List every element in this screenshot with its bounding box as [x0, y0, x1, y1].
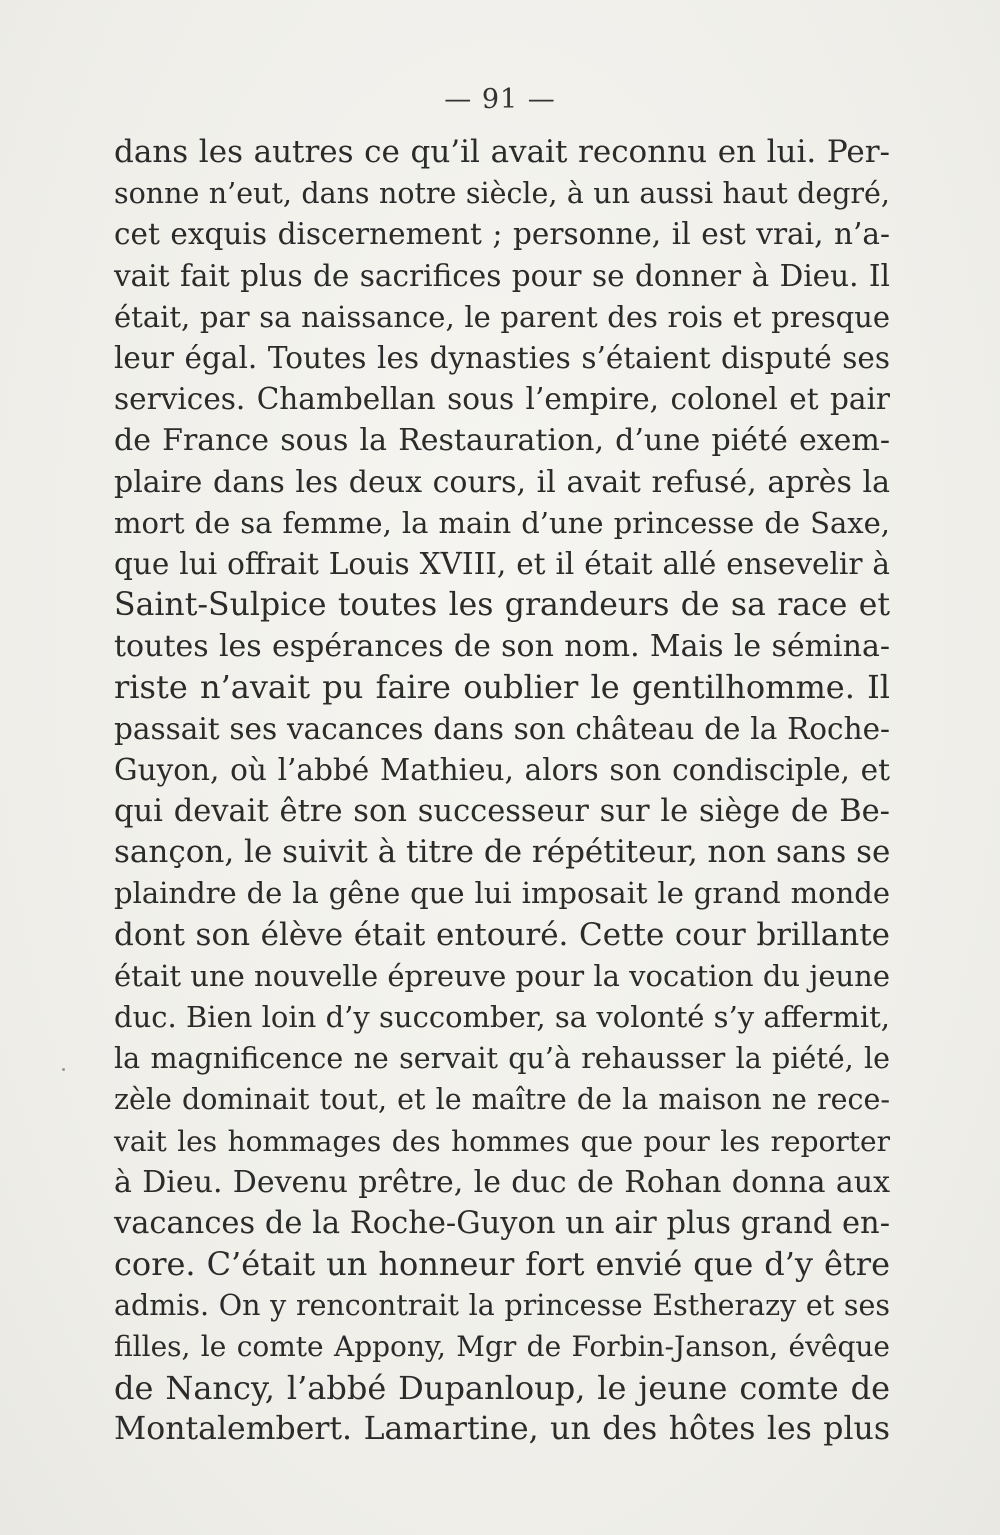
text-line: plaindre de la gêne que lui imposait le grand monde: [114, 876, 890, 911]
text-line: plaire dans les deux cours, il avait refusé, après la: [114, 464, 890, 500]
text-line: que lui offrait Louis XVIII, et il était allé ensevelir à: [114, 546, 890, 581]
text-line: passait ses vacances dans son château de la Roche-: [114, 711, 890, 746]
text-line: dans les autres ce qu’il avait reconnu en lui. Per-: [114, 134, 890, 170]
text-line: était une nouvelle épreuve pour la vocation du jeune: [114, 958, 890, 993]
text-line: vait les hommages des hommes que pour les reporter: [114, 1124, 890, 1158]
text-line: la magnificence ne servait qu’à rehausser la piété, le: [114, 1042, 890, 1076]
text-line: qui devait être son successeur sur le siège de Be-: [114, 794, 890, 829]
text-line: toutes les espérances de son nom. Mais le sémina-: [114, 629, 890, 665]
text-line: était, par sa naissance, le parent des rois et presque: [114, 299, 890, 334]
paper-speck: [62, 1068, 65, 1071]
text-line: vacances de la Roche-Guyon un air plus grand en-: [114, 1205, 890, 1241]
body-text: [114, 132, 890, 1450]
text-line: filles, le comte Appony, Mgr de Forbin-Janson, évêque: [114, 1330, 890, 1364]
text-line: cet exquis discernement ; personne, il est vrai, n’a-: [114, 217, 890, 252]
text-line: de France sous la Restauration, d’une piété exem-: [114, 423, 890, 459]
text-line: core. C’était un honneur fort envié que d’y être: [114, 1245, 890, 1284]
text-line: Guyon, où l’abbé Mathieu, alors son condisciple, et: [114, 752, 890, 787]
text-line: admis. On y rencontrait la princesse Estherazy et ses: [114, 1289, 890, 1323]
text-line: duc. Bien loin d’y succomber, sa volonté s’y affermit,: [114, 999, 890, 1034]
text-line: à Dieu. Devenu prêtre, le duc de Rohan donna aux: [114, 1164, 890, 1200]
page-number: — 91 —: [444, 84, 556, 115]
text-line: zèle dominait tout, et le maître de la maison ne rece-: [114, 1083, 890, 1117]
text-line: de Nancy, l’abbé Dupanloup, le jeune comte de: [114, 1368, 890, 1407]
text-line: Saint-Sulpice toutes les grandeurs de sa race et: [114, 587, 890, 624]
text-line: leur égal. Toutes les dynasties s’étaient disputé ses: [114, 340, 890, 375]
text-line: services. Chambellan sous l’empire, colonel et pair: [114, 382, 890, 417]
text-line: riste n’avait pu faire oublier le gentilhomme. Il: [114, 668, 890, 707]
text-line: sançon, le suivit à titre de répétiteur, non sans se: [114, 834, 891, 871]
text-line: Montalembert. Lamartine, un des hôtes les plus: [114, 1410, 890, 1447]
text-line: vait fait plus de sacrifices pour se donner à Dieu. Il: [114, 258, 890, 293]
text-line: mort de sa femme, la main d’une princesse de Saxe,: [114, 505, 890, 540]
text-line: sonne n’eut, dans notre siècle, à un aussi haut degré,: [114, 177, 890, 211]
text-line: dont son élève était entouré. Cette cour brillante: [114, 916, 890, 953]
